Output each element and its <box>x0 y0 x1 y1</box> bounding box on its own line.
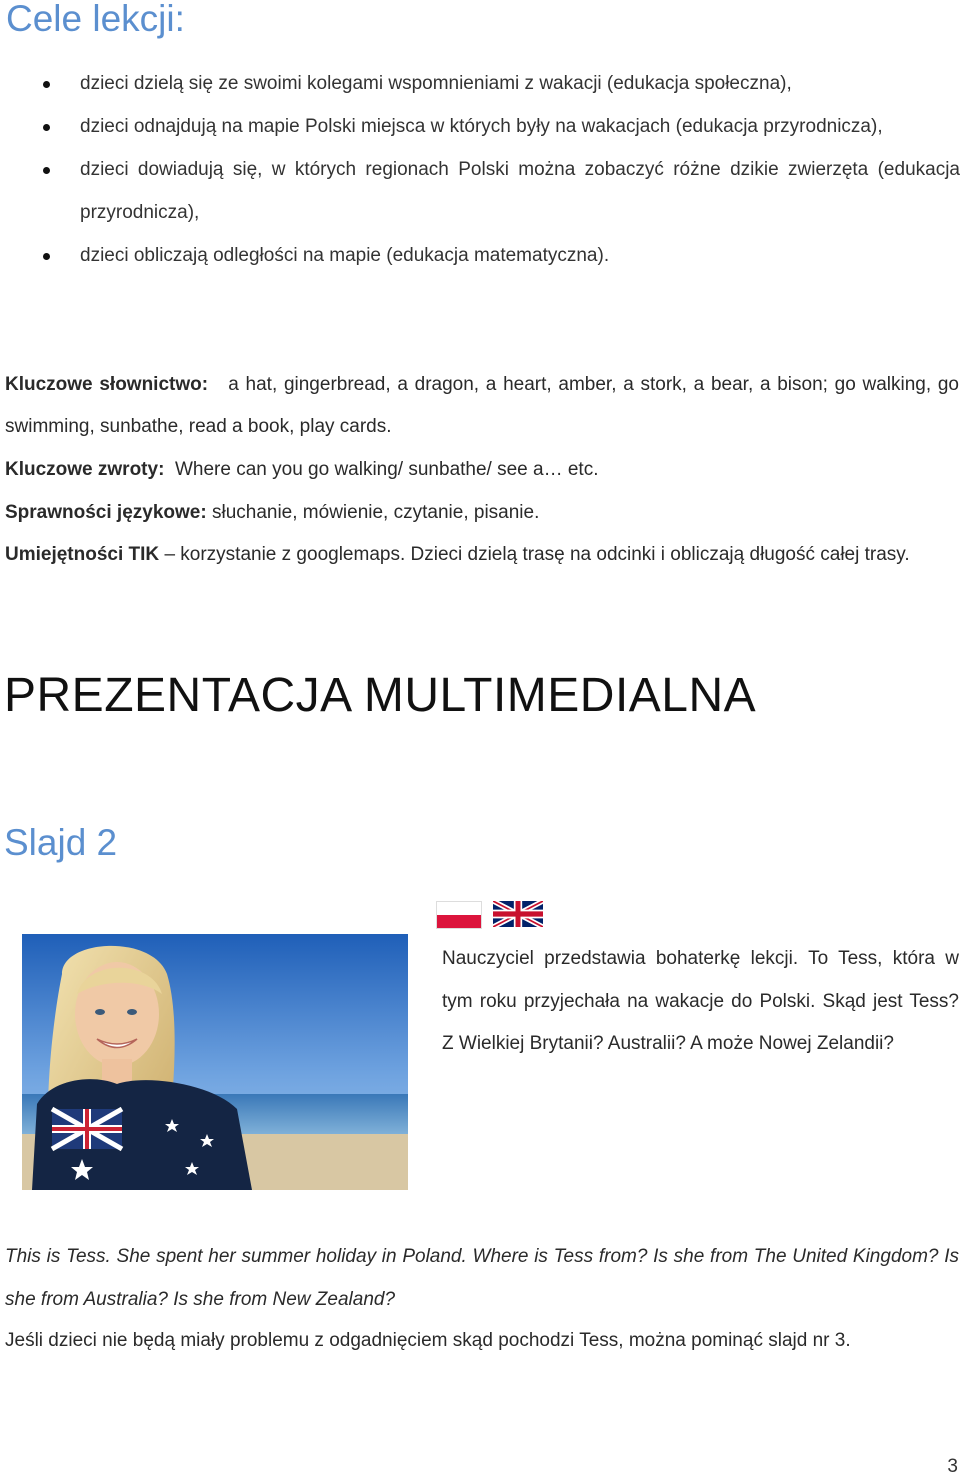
key-vocabulary-label: Kluczowe słownictwo: <box>5 374 209 395</box>
key-phrases <box>5 449 959 491</box>
ict-skills <box>5 534 959 576</box>
presentation-heading: PREZENTACJA MULTIMEDIALNA <box>4 669 757 722</box>
teacher-note: Jeśli dzieci nie będą miały problemu z odgadnięciem skąd pochodzi Tess, można pominąć slajd nr 3. <box>5 1330 851 1351</box>
language-skills-text: słuchanie, mówienie, czytanie, pisanie. <box>211 502 540 523</box>
goal-item: dzieci dzielą się ze swoimi kolegami wspomnieniami z wakacji (edukacja społeczna), <box>0 62 960 105</box>
page-number: 3 <box>947 1456 958 1477</box>
lesson-goals-list <box>0 62 960 277</box>
poland-flag-icon <box>436 901 482 929</box>
slide-description: Nauczyciel przedstawia bohaterkę lekcji. To Tess, która w tym roku przyjechała na wakacje do Polski. Skąd jest Tess? Z Wielkiej Brytanii? Australii? A może Nowej Zelandii? <box>442 948 959 1054</box>
key-phrases-label: Kluczowe zwroty: <box>5 459 165 480</box>
ict-skills-text: – korzystanie z googlemaps. Dzieci dzielą trasę na odcinki i obliczają długość całej trasy. <box>164 544 910 565</box>
key-phrases-text: Where can you go walking/ sunbathe/ see a… etc. <box>174 459 599 480</box>
language-skills <box>5 492 959 534</box>
goal-item: dzieci odnajdują na mapie Polski miejsca w których były na wakacjach (edukacja przyrodnicza), <box>0 105 960 148</box>
girl-photo <box>22 934 408 1190</box>
key-vocabulary-text: a hat, gingerbread, a dragon, a heart, amber, a stork, a bear, a bison; go walking, go swimming, sunbathe, read a book, play cards. <box>5 374 960 437</box>
ict-skills-label: Umiejętności TIK <box>5 544 160 565</box>
lesson-goals-heading: Cele lekcji: <box>6 0 185 39</box>
goal-item: dzieci obliczają odległości na mapie (edukacja matematyczna). <box>0 234 960 277</box>
language-skills-label: Sprawności językowe: <box>5 502 207 523</box>
slide-heading: Slajd 2 <box>4 822 118 863</box>
english-script: This is Tess. She spent her summer holiday in Poland. Where is Tess from? Is she from The United Kingdom? Is she from Australia? Is she from New Zealand? <box>5 1246 959 1310</box>
key-vocabulary <box>5 364 959 448</box>
goal-item: dzieci dowiadują się, w których regionach Polski można zobaczyć różne dzikie zwierzęta (edukacja przyrodnicza), <box>0 148 960 234</box>
uk-flag-icon <box>493 901 543 927</box>
